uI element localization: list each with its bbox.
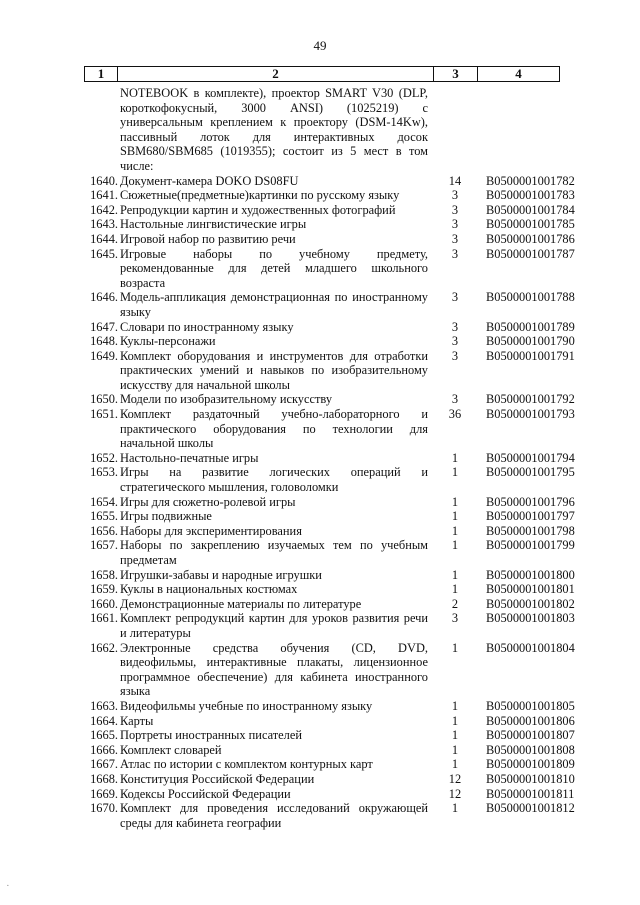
table-row bbox=[0, 188, 640, 203]
row-description: Игры на развитие логических операций и стратегического мышления, головоломки bbox=[120, 465, 428, 495]
row-description: Комплект словарей bbox=[120, 742, 222, 757]
row-inventory-code: B0500001001794 bbox=[486, 450, 575, 465]
row-description: Куклы в национальных костюмах bbox=[120, 582, 298, 597]
row-quantity: 1 bbox=[451, 742, 459, 757]
table-row bbox=[0, 232, 640, 247]
row-number: 1663. bbox=[90, 698, 118, 713]
row-quantity: 1 bbox=[451, 523, 459, 538]
row-number: 1640. bbox=[90, 173, 118, 188]
row-inventory-code: B0500001001808 bbox=[486, 742, 575, 757]
row-description: Сюжетные(предметные)картинки по русскому языку bbox=[120, 188, 400, 203]
row-number: 1655. bbox=[90, 509, 118, 524]
row-inventory-code: B0500001001809 bbox=[486, 757, 575, 772]
row-number: 1666. bbox=[90, 742, 118, 757]
table-row bbox=[0, 801, 640, 830]
row-quantity: 2 bbox=[451, 596, 459, 611]
row-quantity: 3 bbox=[451, 188, 459, 203]
row-description: Настольно-печатные игры bbox=[120, 450, 259, 465]
row-inventory-code: B0500001001803 bbox=[486, 611, 575, 626]
table-row bbox=[0, 787, 640, 802]
row-inventory-code: B0500001001805 bbox=[486, 698, 575, 713]
row-inventory-code: B0500001001807 bbox=[486, 728, 575, 743]
table-header bbox=[84, 66, 560, 82]
row-number: 1648. bbox=[90, 334, 118, 349]
table-row bbox=[0, 611, 640, 640]
table-row bbox=[0, 743, 640, 758]
row-quantity: 3 bbox=[451, 334, 459, 349]
table-row bbox=[0, 392, 640, 407]
row-inventory-code: B0500001001782 bbox=[486, 173, 575, 188]
row-number: 1658. bbox=[90, 567, 118, 582]
row-description: Игровой набор по развитию речи bbox=[120, 231, 296, 246]
row-description: Кодексы Российской Федерации bbox=[120, 786, 291, 801]
row-description: Репродукции картин и художественных фотографий bbox=[120, 202, 396, 217]
table-row bbox=[0, 582, 640, 597]
row-description: Электронные средства обучения (CD, DVD, видеофильмы, интерактивные плакаты, лицензионное программное обеспечение) для кабинета иностранного языка bbox=[120, 640, 428, 699]
row-inventory-code: B0500001001788 bbox=[486, 290, 575, 305]
row-quantity: 1 bbox=[451, 698, 459, 713]
table-row bbox=[0, 757, 640, 772]
row-inventory-code: B0500001001804 bbox=[486, 640, 575, 655]
header-col-2: 2 bbox=[272, 66, 279, 81]
row-inventory-code: B0500001001791 bbox=[486, 348, 575, 363]
table-row bbox=[0, 524, 640, 539]
row-inventory-code: B0500001001792 bbox=[486, 392, 575, 407]
row-number: 1662. bbox=[90, 640, 118, 655]
table-row bbox=[0, 349, 640, 393]
table-row bbox=[0, 465, 640, 494]
row-number: 1646. bbox=[90, 290, 118, 305]
inventory-table bbox=[0, 86, 640, 830]
row-description: Модели по изобразительному искусству bbox=[120, 392, 333, 407]
row-description: Портреты иностранных писателей bbox=[120, 728, 302, 743]
row-inventory-code: B0500001001798 bbox=[486, 523, 575, 538]
row-quantity: 1 bbox=[451, 801, 459, 816]
row-quantity: 3 bbox=[451, 231, 459, 246]
table-row bbox=[0, 203, 640, 218]
row-description: Куклы-персонажи bbox=[120, 334, 216, 349]
row-number: 1649. bbox=[90, 348, 118, 363]
row-description: Наборы по закреплению изучаемых тем по учебным предметам bbox=[120, 538, 428, 567]
row-description: Словари по иностранному языку bbox=[120, 319, 294, 334]
row-number: 1659. bbox=[90, 582, 118, 597]
table-row bbox=[0, 451, 640, 466]
row-inventory-code: B0500001001789 bbox=[486, 319, 575, 334]
row-number: 1665. bbox=[90, 728, 118, 743]
row-quantity: 12 bbox=[448, 786, 462, 801]
row-description: Документ-камера DOKO DS08FU bbox=[120, 173, 299, 188]
row-quantity: 12 bbox=[448, 771, 462, 786]
row-description: Модель-аппликация демонстрационная по иностранному языку bbox=[120, 290, 428, 319]
table-row bbox=[0, 509, 640, 524]
row-quantity: 36 bbox=[448, 407, 462, 422]
row-description: Комплект для проведения исследований окружающей среды для кабинета географии bbox=[120, 801, 428, 830]
row-description: Комплект репродукций картин для уроков развития речи и литературы bbox=[120, 611, 428, 640]
row-description: Карты bbox=[120, 713, 154, 728]
row-inventory-code: B0500001001786 bbox=[486, 231, 575, 246]
table-row bbox=[0, 641, 640, 699]
row-quantity: 1 bbox=[451, 567, 459, 582]
row-quantity: 1 bbox=[451, 450, 459, 465]
row-description: Настольные лингвистические игры bbox=[120, 217, 307, 232]
table-row bbox=[0, 320, 640, 335]
row-quantity: 1 bbox=[451, 494, 459, 509]
row-number: 1661. bbox=[90, 611, 118, 626]
row-number: 1652. bbox=[90, 450, 118, 465]
row-quantity: 3 bbox=[451, 290, 459, 305]
row-number: 1644. bbox=[90, 231, 118, 246]
margin-mark: · bbox=[6, 880, 10, 892]
table-row bbox=[0, 699, 640, 714]
row-inventory-code: B0500001001796 bbox=[486, 494, 575, 509]
row-quantity: 3 bbox=[451, 246, 459, 261]
table-row bbox=[0, 174, 640, 189]
table-row bbox=[0, 334, 640, 349]
row-inventory-code: B0500001001784 bbox=[486, 202, 575, 217]
row-number: 1645. bbox=[90, 246, 118, 261]
row-quantity: 3 bbox=[451, 611, 459, 626]
header-col-1: 1 bbox=[97, 66, 105, 81]
row-number: 1647. bbox=[90, 319, 118, 334]
row-description: Демонстрационные материалы по литературе bbox=[120, 596, 362, 611]
row-description: Комплект оборудования и инструментов для отработки практических умений и навыков по изобразительному искусству для начальной школы bbox=[120, 348, 428, 392]
row-inventory-code: B0500001001795 bbox=[486, 465, 575, 480]
row-quantity: 3 bbox=[451, 319, 459, 334]
row-description: Игрушки-забавы и народные игрушки bbox=[120, 567, 322, 582]
row-quantity: 1 bbox=[451, 757, 459, 772]
row-description: Наборы для экспериментирования bbox=[120, 523, 302, 538]
row-number: 1660. bbox=[90, 596, 118, 611]
row-quantity: 3 bbox=[451, 217, 459, 232]
table-row bbox=[0, 568, 640, 583]
table-row bbox=[0, 247, 640, 291]
row-description: Конституция Российской Федерации bbox=[120, 771, 315, 786]
table-row bbox=[0, 538, 640, 567]
row-inventory-code: B0500001001785 bbox=[486, 217, 575, 232]
row-inventory-code: B0500001001812 bbox=[486, 801, 575, 816]
row-description: Игры подвижные bbox=[120, 509, 212, 524]
row-number: 1668. bbox=[90, 771, 118, 786]
page-number: 49 bbox=[313, 38, 327, 53]
row-inventory-code: B0500001001790 bbox=[486, 334, 575, 349]
row-inventory-code: B0500001001793 bbox=[486, 407, 575, 422]
row-quantity: 1 bbox=[451, 640, 459, 655]
row-inventory-code: B0500001001810 bbox=[486, 771, 575, 786]
row-inventory-code: B0500001001811 bbox=[486, 786, 575, 801]
row-description: Видеофильмы учебные по иностранному языку bbox=[120, 698, 373, 713]
row-number: 1656. bbox=[90, 523, 118, 538]
row-quantity: 1 bbox=[451, 713, 459, 728]
row-quantity: 1 bbox=[451, 728, 459, 743]
row-quantity: 3 bbox=[451, 348, 459, 363]
row-number: 1654. bbox=[90, 494, 118, 509]
row-inventory-code: B0500001001799 bbox=[486, 538, 575, 553]
row-inventory-code: B0500001001800 bbox=[486, 567, 575, 582]
row-number: 1643. bbox=[90, 217, 118, 232]
row-quantity: 1 bbox=[451, 538, 459, 553]
row-inventory-code: B0500001001802 bbox=[486, 596, 575, 611]
table-row bbox=[0, 290, 640, 319]
table-row bbox=[0, 714, 640, 729]
row-inventory-code: B0500001001787 bbox=[486, 246, 575, 261]
table-row bbox=[0, 728, 640, 743]
row-number: 1653. bbox=[90, 465, 118, 480]
row-inventory-code: B0500001001783 bbox=[486, 188, 575, 203]
row-quantity: 1 bbox=[451, 509, 459, 524]
row-description: Атлас по истории с комплектом контурных карт bbox=[120, 757, 373, 772]
row-number: 1650. bbox=[90, 392, 118, 407]
table-row bbox=[0, 495, 640, 510]
row-quantity: 3 bbox=[451, 392, 459, 407]
row-number: 1664. bbox=[90, 713, 118, 728]
row-description: Комплект раздаточный учебно-лабораторного и практического оборудования по технологии для начальной школы bbox=[120, 407, 428, 451]
row-number: 1651. bbox=[90, 407, 118, 422]
row-inventory-code: B0500001001797 bbox=[486, 509, 575, 524]
row-description: Игровые наборы по учебному предмету, рекомендованные для детей младшего школьного возраста bbox=[120, 246, 428, 290]
table-row bbox=[0, 217, 640, 232]
table-row bbox=[0, 86, 640, 174]
table-row bbox=[0, 597, 640, 612]
row-number: 1667. bbox=[90, 757, 118, 772]
row-quantity: 1 bbox=[451, 582, 459, 597]
row-description: NOTEBOOK в комплекте), проектор SMART V30 (DLP, короткофокусный, 3000 ANSI) (1025219) с универсальным креплением к проектору (DSM-14Kw), пассивный лоток для интерактивных досок SBM680/SBM685 (1019355); состоит из 5 мест в том числе: bbox=[120, 86, 428, 173]
header-col-4: 4 bbox=[515, 66, 522, 81]
row-inventory-code: B0500001001806 bbox=[486, 713, 575, 728]
row-number: 1670. bbox=[90, 801, 118, 816]
row-quantity: 14 bbox=[448, 173, 462, 188]
row-number: 1642. bbox=[90, 202, 118, 217]
row-number: 1641. bbox=[90, 188, 118, 203]
row-number: 1669. bbox=[90, 786, 118, 801]
row-quantity: 1 bbox=[451, 465, 459, 480]
row-description: Игры для сюжетно-ролевой игры bbox=[120, 494, 296, 509]
row-quantity: 3 bbox=[451, 202, 459, 217]
row-number: 1657. bbox=[90, 538, 118, 553]
header-col-3: 3 bbox=[452, 66, 459, 81]
table-row bbox=[0, 772, 640, 787]
table-row bbox=[0, 407, 640, 451]
row-inventory-code: B0500001001801 bbox=[486, 582, 575, 597]
